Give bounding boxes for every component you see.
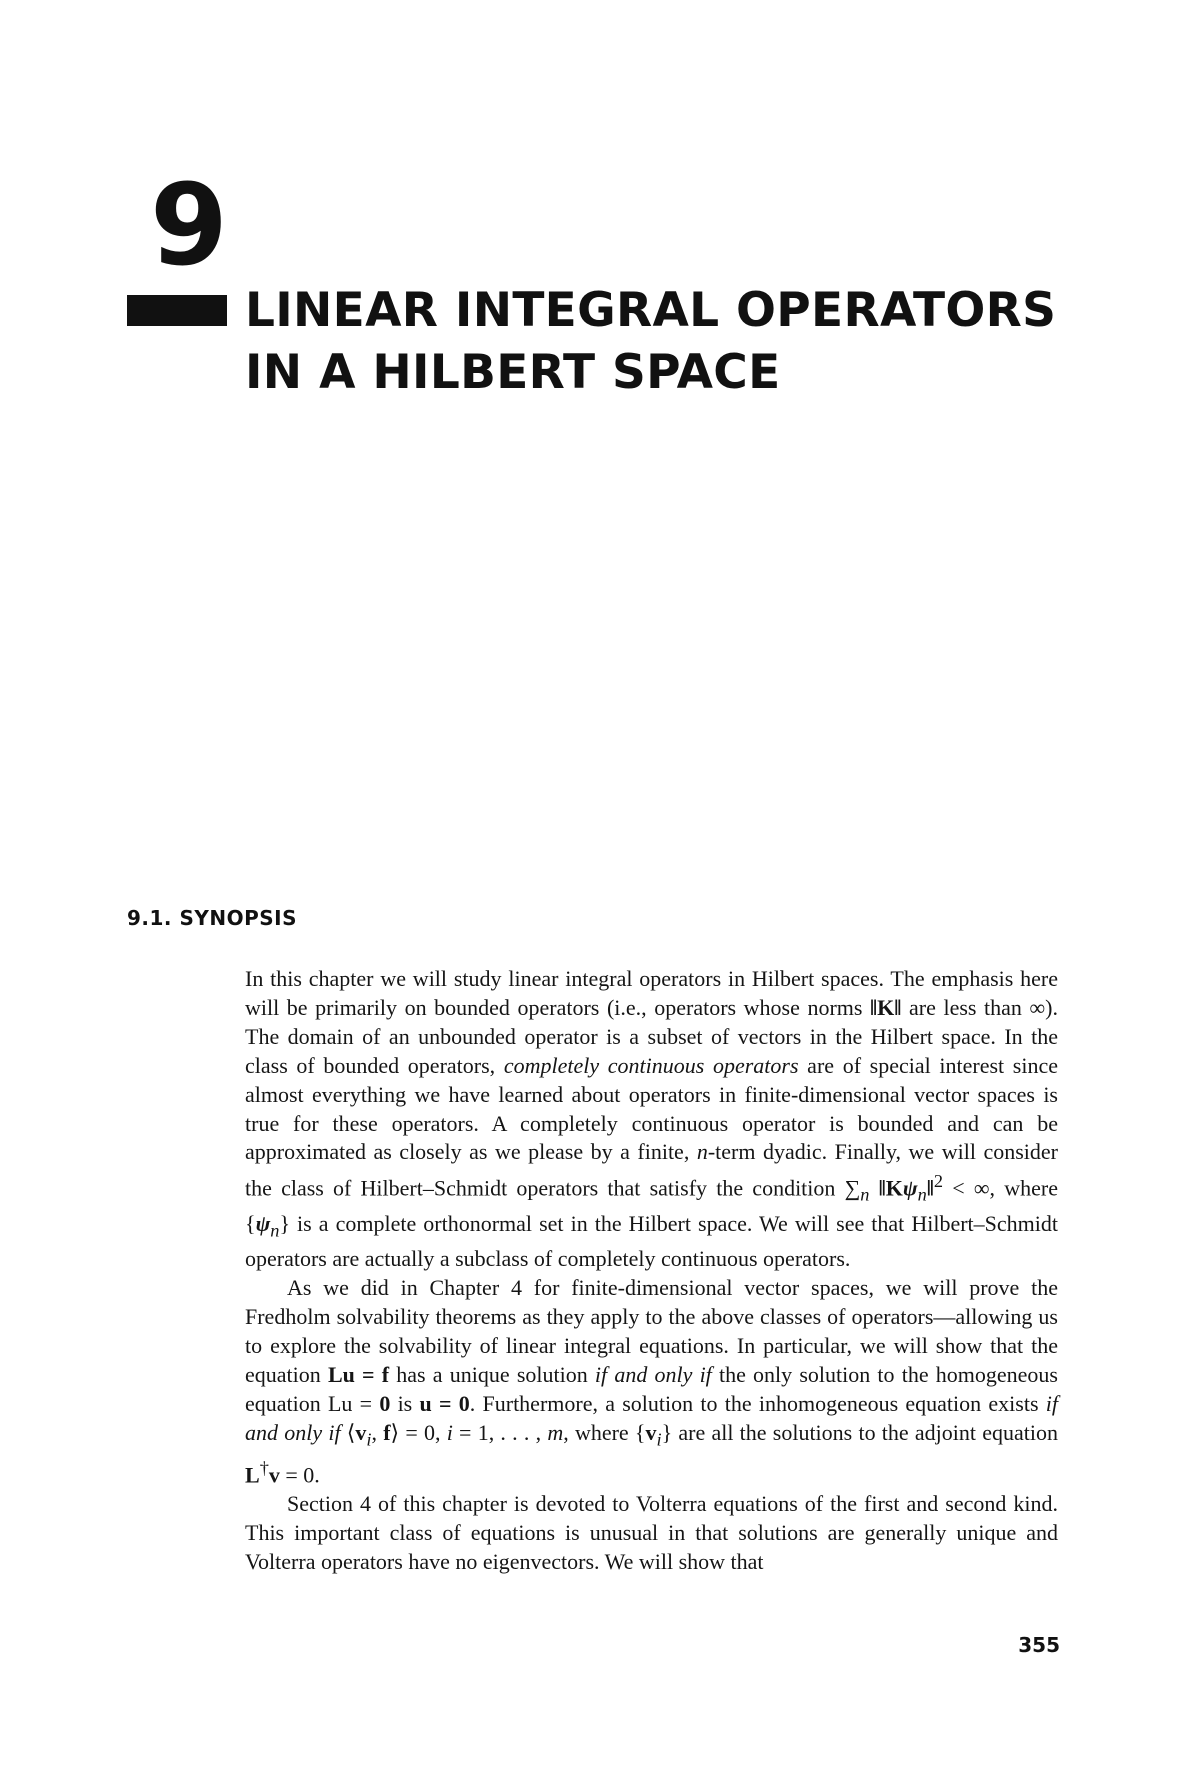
text-run: has a unique solution bbox=[389, 1361, 595, 1387]
text-run: ⟨ bbox=[340, 1419, 356, 1445]
text-run: -term dyadic. Finally, we will consider the class of Hilbert–Schmidt operators that satisfy the condition ∑ bbox=[245, 1139, 1058, 1201]
emphasis-term: if and only if bbox=[245, 1390, 1058, 1445]
math-psi: ψ bbox=[255, 1210, 271, 1236]
math-psi: ψ bbox=[902, 1175, 918, 1201]
text-run: is bbox=[390, 1390, 420, 1416]
text-run: Section 4 of this chapter is devoted to Volterra equations of the first and second kind. This important class of equations is unusual in that solutions are generally unique and Volterra operators have no eigenvectors. We will show that bbox=[245, 1491, 1058, 1575]
text-run: = 1, . . . , bbox=[452, 1419, 548, 1445]
math-vector-v: v bbox=[645, 1419, 657, 1445]
text-run: In this chapter we will study linear integral operators in Hilbert spaces. The emphasis here will be primarily on bounded operators (i.e., operators whose norms bbox=[245, 966, 1058, 1020]
math-vector-f: f bbox=[383, 1419, 391, 1445]
chapter-title-line-2: IN A HILBERT SPACE bbox=[245, 345, 781, 400]
math-superscript: † bbox=[259, 1458, 269, 1478]
text-run: . Furthermore, a solution to the inhomogeneous equation exists bbox=[469, 1390, 1046, 1416]
math-zero-vector: 0 bbox=[379, 1390, 391, 1416]
math-var-n: n bbox=[696, 1139, 708, 1165]
text-run: , bbox=[371, 1419, 384, 1445]
math-run: ‖K bbox=[869, 1175, 903, 1201]
math-superscript: 2 bbox=[933, 1171, 944, 1192]
paragraph-3 bbox=[245, 1490, 1058, 1577]
math-norm-k: ‖K‖ bbox=[870, 994, 902, 1020]
emphasis-term: if and only if bbox=[594, 1361, 712, 1387]
math-subscript: n bbox=[270, 1220, 280, 1241]
paragraph-1 bbox=[245, 965, 1058, 1274]
text-run: < ∞, where { bbox=[245, 1175, 1058, 1236]
chapter-title bbox=[245, 280, 1056, 404]
math-vector-v: v bbox=[355, 1419, 367, 1445]
text-run: } are all the solutions to the adjoint equation bbox=[661, 1419, 1058, 1445]
math-var-m: m bbox=[547, 1419, 564, 1445]
text-run: As we did in Chapter 4 for finite-dimensional vector spaces, we will prove the Fredholm solvability theorems as they apply to the above classes of operators—allowing us to explore the solvability of linear integral equations. In particular, we will show that the equation bbox=[245, 1275, 1058, 1387]
math-equation: Lu = f bbox=[327, 1361, 390, 1387]
text-run: ⟩ = 0, bbox=[390, 1419, 447, 1445]
math-subscript: i bbox=[656, 1429, 662, 1450]
page-number: 355 bbox=[1018, 1633, 1060, 1657]
text-run: are less than ∞). The domain of an unbounded operator is a subset of vectors in the Hilbert space. In the class of bounded operators, bbox=[245, 994, 1058, 1078]
chapter-title-line-1: LINEAR INTEGRAL OPERATORS bbox=[245, 283, 1057, 338]
math-subscript: i bbox=[366, 1429, 372, 1450]
chapter-number: 9 bbox=[150, 161, 226, 291]
emphasis-term: completely continuous operators bbox=[503, 1052, 799, 1078]
text-run: are of special interest since almost everything we have learned about operators in finite-dimensional vector spaces is true for these operators. A completely continuous operator is bounded and can be approximated as closely as we please by a finite, bbox=[245, 1052, 1059, 1165]
text-run: , where { bbox=[563, 1419, 646, 1445]
body-text bbox=[245, 965, 1058, 1577]
text-run: the only solution to the homogeneous equation Lu = bbox=[245, 1361, 1058, 1416]
math-run: ‖ bbox=[926, 1175, 934, 1201]
text-run: } is a complete orthonormal set in the Hilbert space. We will see that Hilbert–Schmidt operators are actually a subclass of completely continuous operators. bbox=[245, 1210, 1058, 1272]
paragraph-2 bbox=[245, 1274, 1058, 1490]
math-subscript: n bbox=[917, 1185, 927, 1206]
math-subscript: n bbox=[860, 1185, 870, 1206]
math-equation: u = 0 bbox=[419, 1390, 470, 1416]
chapter-bar-decoration bbox=[127, 295, 227, 326]
section-heading: 9.1. SYNOPSIS bbox=[127, 906, 298, 930]
text-run: = 0. bbox=[279, 1462, 320, 1488]
math-var-i: i bbox=[446, 1419, 453, 1445]
math-vector-v: v bbox=[268, 1462, 280, 1488]
math-operator-l: L bbox=[245, 1462, 260, 1488]
